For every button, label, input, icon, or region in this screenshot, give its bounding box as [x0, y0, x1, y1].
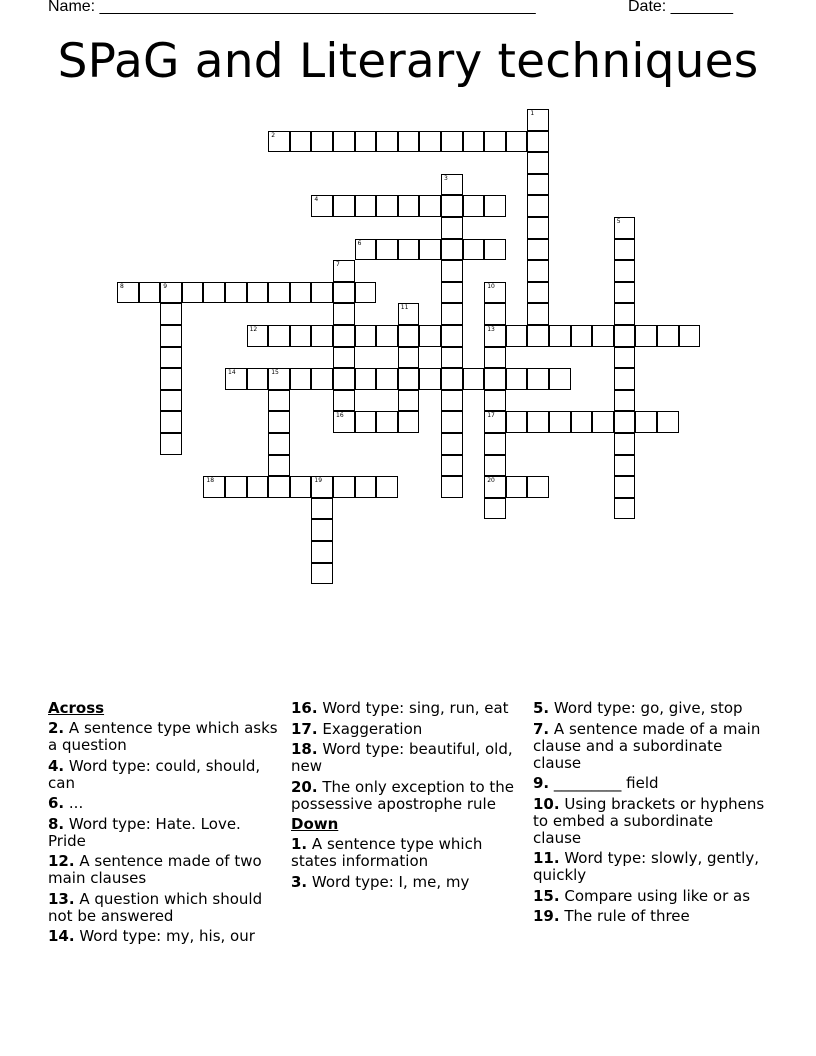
grid-cell[interactable] [506, 368, 528, 390]
clue-text: A sentence made of a main clause and a subordinate clause [533, 719, 761, 772]
grid-cell[interactable] [441, 195, 463, 217]
clue-text: Using brackets or hyphens to embed a subordinate clause [533, 794, 765, 847]
grid-cell[interactable] [527, 152, 549, 174]
grid-cell[interactable] [484, 476, 506, 498]
grid-cell[interactable] [376, 239, 398, 261]
grid-cell[interactable] [506, 411, 528, 433]
clue-number-label: 2. [48, 719, 65, 737]
clue-text: Word type: sing, run, eat [317, 699, 509, 717]
grid-cell[interactable] [635, 411, 657, 433]
clue-number-label: 19. [533, 907, 560, 925]
grid-cell[interactable] [441, 368, 463, 390]
grid-cell[interactable] [679, 325, 701, 347]
clue-number-label: 4. [48, 756, 65, 775]
grid-cell[interactable] [376, 131, 398, 153]
clue-text: The only exception to the possessive apostrophe rule [291, 777, 515, 813]
clue-text: Word type: I, me, my [307, 872, 470, 891]
clue-text: A sentence type which states information [291, 835, 483, 870]
grid-cell[interactable] [182, 282, 204, 304]
clue [533, 908, 765, 925]
grid-cell[interactable] [355, 282, 377, 304]
grid-cell[interactable] [311, 476, 333, 498]
grid-cell[interactable] [484, 390, 506, 412]
grid-cell[interactable] [571, 411, 593, 433]
grid-cell[interactable] [355, 195, 377, 217]
clue-number-label: 10. [533, 794, 560, 813]
clue-number-label: 14. [48, 927, 75, 945]
grid-cell[interactable] [398, 347, 420, 369]
grid-cell[interactable] [333, 260, 355, 282]
clue [48, 891, 280, 925]
grid-cell[interactable] [268, 325, 290, 347]
clue-text: Word type: could, should, can [48, 756, 261, 792]
grid-cell[interactable] [355, 325, 377, 347]
grid-cell[interactable] [506, 325, 528, 347]
grid-cell[interactable] [311, 131, 333, 153]
section-heading: Down [291, 815, 339, 833]
grid-cell[interactable] [247, 476, 269, 498]
grid-cell[interactable] [484, 131, 506, 153]
grid-cell[interactable] [311, 282, 333, 304]
grid-cell[interactable] [268, 433, 290, 455]
clue-number-label: 12. [48, 852, 75, 870]
grid-cell[interactable] [614, 217, 636, 239]
clue [48, 816, 280, 850]
clue [533, 888, 765, 905]
clue-number-label: 8. [48, 814, 65, 833]
grid-cell[interactable] [441, 131, 463, 153]
grid-cell[interactable] [614, 282, 636, 304]
grid-cell[interactable] [441, 411, 463, 433]
grid-cell[interactable] [484, 195, 506, 217]
grid-cell[interactable] [290, 325, 312, 347]
grid-cell[interactable] [160, 282, 182, 304]
grid-cell[interactable] [419, 325, 441, 347]
section-heading: Across [48, 699, 105, 717]
grid-cell[interactable] [333, 131, 355, 153]
grid-cell[interactable] [160, 325, 182, 347]
grid-cell[interactable] [614, 239, 636, 261]
grid-cell[interactable] [527, 476, 549, 498]
grid-cell[interactable] [441, 174, 463, 196]
grid-cell[interactable] [419, 239, 441, 261]
grid-cell[interactable] [333, 476, 355, 498]
grid-cell[interactable] [311, 498, 333, 520]
clue [48, 853, 280, 887]
grid-cell[interactable] [268, 476, 290, 498]
grid-cell[interactable] [160, 390, 182, 412]
clue [291, 741, 523, 775]
grid-cell[interactable] [527, 411, 549, 433]
grid-cell[interactable] [441, 217, 463, 239]
grid-cell[interactable] [311, 563, 333, 585]
grid-cell[interactable] [463, 195, 485, 217]
grid-cell[interactable] [139, 282, 161, 304]
grid-cell[interactable] [592, 411, 614, 433]
grid-cell[interactable] [376, 368, 398, 390]
grid-cell[interactable] [614, 390, 636, 412]
grid-cell[interactable] [333, 325, 355, 347]
clue [533, 775, 765, 792]
grid-cell[interactable] [463, 368, 485, 390]
clue-number: 15 [271, 369, 279, 377]
grid-cell[interactable] [527, 174, 549, 196]
clue-column-1 [48, 700, 280, 949]
grid-cell[interactable] [484, 325, 506, 347]
page-title: SPaG and Literary techniques [57, 34, 759, 89]
grid-cell[interactable] [311, 368, 333, 390]
clue-number: 17 [487, 412, 495, 420]
grid-cell[interactable] [614, 455, 636, 477]
clue-number: 9 [163, 282, 168, 290]
grid-cell[interactable] [290, 282, 312, 304]
clue-number: 3 [444, 174, 448, 182]
grid-cell[interactable] [419, 195, 441, 217]
clue-text: Exaggeration [317, 719, 423, 738]
grid-cell[interactable] [635, 325, 657, 347]
grid-cell[interactable] [311, 541, 333, 563]
grid-cell[interactable] [117, 282, 139, 304]
grid-cell[interactable] [441, 260, 463, 282]
grid-cell[interactable] [160, 347, 182, 369]
name-field[interactable]: Name: _________________________________________________ [48, 0, 536, 15]
grid-cell[interactable] [527, 325, 549, 347]
grid-cell[interactable] [160, 411, 182, 433]
clue-number: 12 [249, 326, 258, 333]
grid-cell[interactable] [484, 368, 506, 390]
grid-cell[interactable] [463, 239, 485, 261]
grid-cell[interactable] [355, 131, 377, 153]
clue-number-label: 9. [533, 774, 550, 792]
clue-number: 11 [400, 304, 409, 312]
clue-number: 14 [228, 369, 236, 377]
grid-cell[interactable] [225, 476, 247, 498]
clue-text: A question which should not be answered [48, 889, 263, 925]
clue-number: 2 [271, 131, 276, 139]
grid-cell[interactable] [268, 131, 290, 153]
grid-cell[interactable] [247, 368, 269, 390]
grid-cell[interactable] [657, 325, 679, 347]
grid-cell[interactable] [333, 368, 355, 390]
grid-cell[interactable] [484, 303, 506, 325]
grid-cell[interactable] [441, 239, 463, 261]
clue-number-label: 20. [291, 777, 318, 796]
grid-cell[interactable] [484, 239, 506, 261]
grid-cell[interactable] [333, 303, 355, 325]
grid-cell[interactable] [549, 325, 571, 347]
grid-cell[interactable] [203, 476, 225, 498]
grid-cell[interactable] [441, 433, 463, 455]
grid-cell[interactable] [355, 239, 377, 261]
grid-cell[interactable] [484, 411, 506, 433]
grid-cell[interactable] [203, 282, 225, 304]
grid-cell[interactable] [614, 303, 636, 325]
grid-cell[interactable] [355, 368, 377, 390]
clue-number: 10 [487, 282, 495, 290]
grid-cell[interactable] [549, 368, 571, 390]
clue [533, 850, 765, 884]
clue-number-label: 17. [291, 719, 318, 738]
grid-cell[interactable] [527, 239, 549, 261]
grid-cell[interactable] [527, 260, 549, 282]
grid-cell[interactable] [614, 347, 636, 369]
clue-number: 13 [487, 326, 495, 333]
clue-number-label: 15. [533, 886, 560, 905]
grid-cell[interactable] [484, 498, 506, 520]
clue-text: Word type: go, give, stop [549, 699, 743, 717]
grid-cell[interactable] [506, 476, 528, 498]
grid-cell[interactable] [355, 476, 377, 498]
clue-text: ... [64, 794, 84, 812]
clue-number: 18 [206, 477, 215, 485]
clue-text: Compare using like or as [559, 886, 751, 905]
grid-cell[interactable] [614, 476, 636, 498]
clue-number-label: 6. [48, 794, 65, 812]
clue-text: The rule of three [559, 907, 690, 925]
clue-number-label: 11. [533, 849, 560, 867]
grid-cell[interactable] [247, 282, 269, 304]
grid-cell[interactable] [160, 433, 182, 455]
grid-cell[interactable] [398, 131, 420, 153]
grid-cell[interactable] [225, 282, 247, 304]
grid-cell[interactable] [484, 433, 506, 455]
grid-cell[interactable] [441, 390, 463, 412]
grid-cell[interactable] [657, 411, 679, 433]
grid-cell[interactable] [484, 282, 506, 304]
clue [291, 836, 523, 870]
grid-cell[interactable] [614, 260, 636, 282]
clue [48, 720, 280, 754]
grid-cell[interactable] [376, 411, 398, 433]
clue-number-label: 16. [291, 699, 318, 717]
grid-cell[interactable] [571, 325, 593, 347]
clue-number: 8 [120, 282, 124, 290]
grid-cell[interactable] [333, 411, 355, 433]
clue-text: A sentence made of two main clauses [48, 852, 262, 887]
grid-cell[interactable] [225, 368, 247, 390]
grid-cell[interactable] [376, 325, 398, 347]
grid-cell[interactable] [333, 195, 355, 217]
grid-cell[interactable] [311, 519, 333, 541]
clue-number-label: 7. [533, 719, 550, 738]
grid-cell[interactable] [614, 411, 636, 433]
grid-cell[interactable] [398, 390, 420, 412]
clue-number: 5 [616, 218, 621, 225]
clue-number: 1 [530, 110, 535, 117]
grid-cell[interactable] [441, 303, 463, 325]
clue-number-label: 3. [291, 872, 308, 891]
grid-cell[interactable] [527, 217, 549, 239]
grid-cell[interactable] [484, 347, 506, 369]
grid-cell[interactable] [290, 131, 312, 153]
clue-number: 6 [357, 239, 362, 247]
clue [291, 874, 523, 891]
grid-cell[interactable] [398, 303, 420, 325]
clue-number: 20 [487, 477, 495, 485]
grid-cell[interactable] [484, 455, 506, 477]
grid-cell[interactable] [527, 195, 549, 217]
grid-cell[interactable] [614, 325, 636, 347]
grid-cell[interactable] [311, 325, 333, 347]
grid-cell[interactable] [527, 131, 549, 153]
clue [533, 721, 765, 772]
clue-number-label: 13. [48, 889, 75, 908]
grid-cell[interactable] [527, 303, 549, 325]
clue-column-2 [291, 700, 523, 894]
date-field[interactable]: Date: _______ [628, 0, 733, 15]
grid-cell[interactable] [247, 325, 269, 347]
clue-number: 16 [336, 412, 344, 420]
grid-cell[interactable] [160, 303, 182, 325]
grid-cell[interactable] [398, 368, 420, 390]
grid-cell[interactable] [463, 131, 485, 153]
clue-text: Word type: Hate. Love. Pride [48, 814, 241, 850]
grid-cell[interactable] [614, 368, 636, 390]
grid-cell[interactable] [290, 476, 312, 498]
clue-number-label: 1. [291, 835, 308, 853]
clue-number-label: 18. [291, 740, 318, 758]
clue-text: _________ field [549, 774, 659, 792]
clue-text: Word type: beautiful, old, new [291, 740, 513, 775]
grid-cell[interactable] [441, 325, 463, 347]
grid-cell[interactable] [398, 411, 420, 433]
grid-cell[interactable] [268, 282, 290, 304]
grid-cell[interactable] [592, 325, 614, 347]
clue-number: 19 [314, 477, 323, 485]
grid-cell[interactable] [527, 109, 549, 131]
clue [533, 700, 765, 717]
clue [291, 700, 523, 717]
clue-text: Word type: slowly, gently, quickly [533, 849, 759, 884]
clue [291, 779, 523, 813]
grid-cell[interactable] [398, 325, 420, 347]
grid-cell[interactable] [268, 368, 290, 390]
clue-text: Word type: my, his, our [74, 927, 255, 945]
grid-cell[interactable] [355, 411, 377, 433]
grid-cell[interactable] [333, 282, 355, 304]
grid-cell[interactable] [614, 433, 636, 455]
grid-cell[interactable] [527, 282, 549, 304]
clue [48, 758, 280, 792]
grid-cell[interactable] [419, 368, 441, 390]
grid-cell[interactable] [290, 368, 312, 390]
grid-cell[interactable] [441, 476, 463, 498]
clue-text: A sentence type which asks a question [48, 719, 278, 754]
grid-cell[interactable] [398, 195, 420, 217]
clue-number: 7 [336, 261, 340, 269]
grid-cell[interactable] [527, 368, 549, 390]
grid-cell[interactable] [376, 195, 398, 217]
grid-cell[interactable] [506, 131, 528, 153]
clue-number: 4 [314, 196, 319, 204]
grid-cell[interactable] [376, 476, 398, 498]
grid-cell[interactable] [311, 195, 333, 217]
grid-cell[interactable] [333, 390, 355, 412]
clue [48, 795, 280, 812]
grid-cell[interactable] [441, 455, 463, 477]
clue-number-label: 5. [533, 699, 550, 717]
grid-cell[interactable] [268, 411, 290, 433]
grid-cell[interactable] [268, 390, 290, 412]
grid-cell[interactable] [614, 498, 636, 520]
grid-cell[interactable] [441, 282, 463, 304]
clue-column-3 [533, 700, 765, 929]
grid-cell[interactable] [441, 347, 463, 369]
clue [291, 721, 523, 738]
grid-cell[interactable] [549, 411, 571, 433]
grid-cell[interactable] [333, 347, 355, 369]
grid-cell[interactable] [398, 239, 420, 261]
clue [533, 796, 765, 847]
grid-cell[interactable] [419, 131, 441, 153]
grid-cell[interactable] [268, 455, 290, 477]
grid-cell[interactable] [160, 368, 182, 390]
clue [48, 928, 280, 945]
